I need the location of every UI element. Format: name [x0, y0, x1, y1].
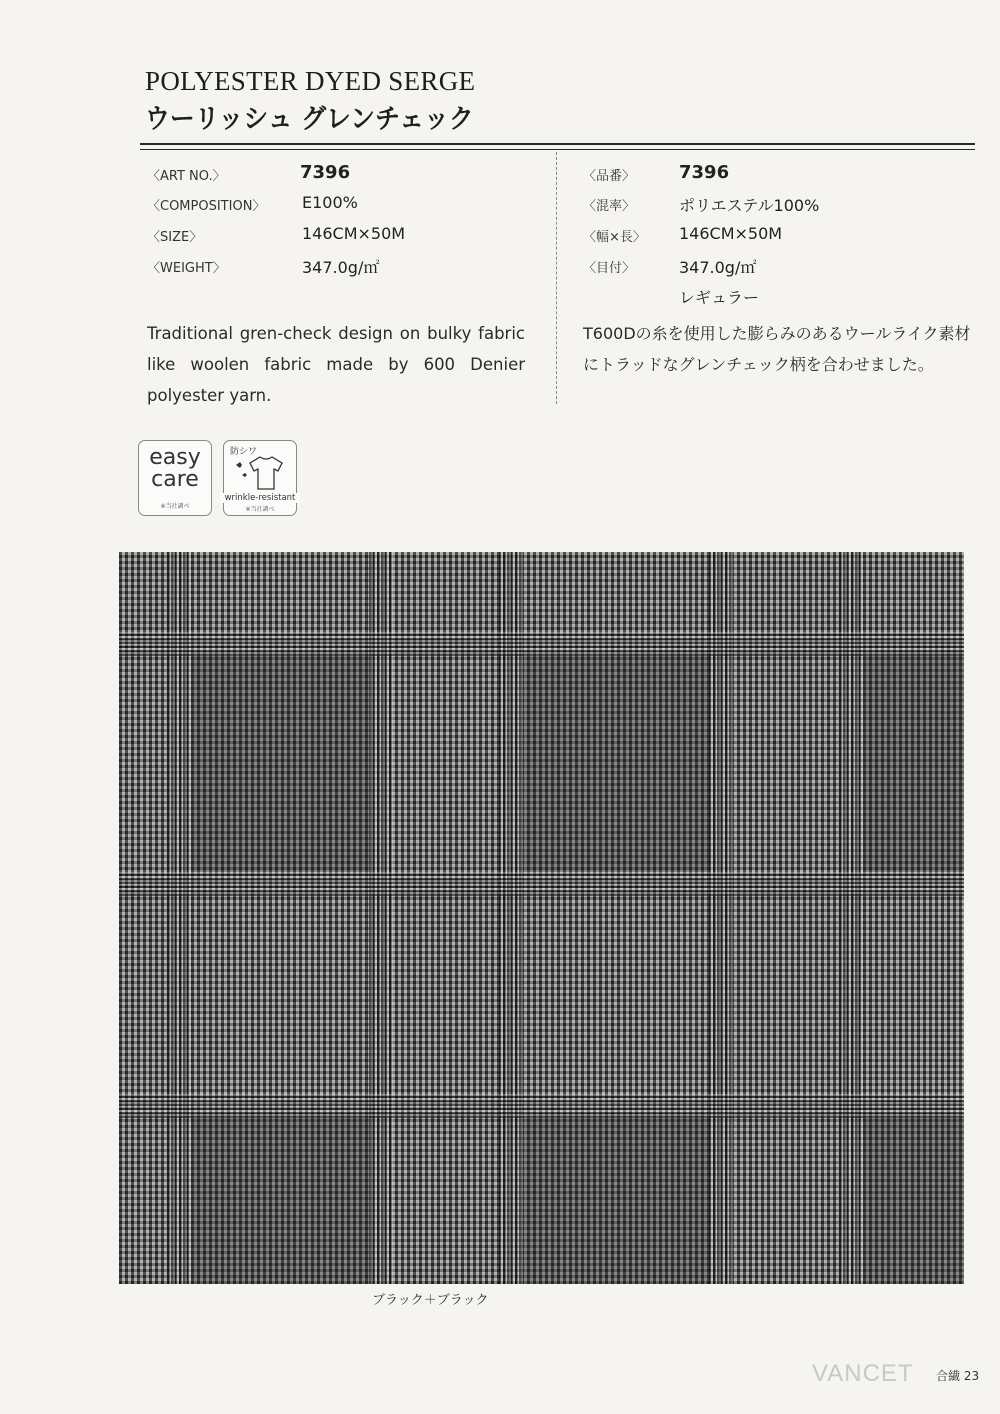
check-panel [523, 1118, 709, 1284]
check-stripe [167, 552, 191, 984]
check-stripe [839, 984, 863, 1284]
spec-table-en [147, 162, 547, 292]
check-panel [191, 1118, 369, 1284]
description-jp: T600Dの糸を使用した膨らみのあるウールライク素材にトラッドなグレンチェック柄を合わせました。 [583, 324, 971, 374]
check-stripe [119, 632, 964, 656]
title-en: POLYESTER DYED SERGE [145, 66, 476, 96]
check-stripe [119, 1094, 964, 1118]
check-stripe [839, 552, 863, 984]
spec-value: 146CM×50M [679, 224, 783, 243]
spec-label: 〈COMPOSITION〉 [147, 199, 266, 214]
check-panel [191, 656, 369, 872]
spec-value: レギュラー [679, 288, 760, 307]
check-stripe [499, 984, 523, 1284]
header-rule-thin [140, 149, 975, 150]
brand-logo: VANCET [812, 1360, 914, 1387]
easy-care-line2: care [151, 467, 199, 492]
check-panel [523, 656, 709, 872]
spec-value: 146CM×50M [302, 224, 406, 243]
title-jp: ウーリッシュ グレンチェック [145, 104, 474, 135]
fabric-swatch-lower [119, 984, 964, 1284]
spec-label: 〈混率〉 [583, 199, 636, 214]
badge-note: ※当社調べ [160, 503, 190, 510]
description-en: Traditional gren-check design on bulky fabric like woolen fabric made by 600 Denier polyester yarn. [147, 324, 525, 405]
easy-care-badge [138, 440, 212, 516]
spec-label: 〈幅×長〉 [583, 230, 646, 245]
wrinkle-en-label: wrinkle-resistant [220, 493, 300, 503]
spec-value: 7396 [300, 162, 351, 183]
spec-value: 347.0g/㎡ [302, 258, 380, 277]
check-stripe [709, 984, 733, 1284]
check-stripe [119, 872, 964, 896]
wrinkle-jp-label: 防シワ [230, 447, 258, 457]
spec-table-jp [583, 162, 983, 312]
wrinkle-resistant-badge [223, 440, 297, 516]
check-stripe [167, 984, 191, 1284]
check-panel [863, 1118, 964, 1284]
easy-care-line1: easy [149, 445, 201, 470]
check-stripe [499, 552, 523, 984]
check-stripe [369, 552, 393, 984]
spec-label: 〈SIZE〉 [147, 230, 203, 245]
badge-note: ※当社調べ [245, 506, 275, 513]
spec-value: E100% [302, 193, 358, 212]
spec-value: 347.0g/㎡ [679, 258, 757, 277]
header-rule [140, 143, 975, 145]
spec-label: 〈目付〉 [583, 261, 636, 276]
column-divider [556, 152, 557, 404]
spec-label: 〈ART NO.〉 [147, 169, 226, 184]
color-name: ブラック＋ブラック [372, 1293, 489, 1308]
check-stripe [369, 984, 393, 1284]
spec-value: ポリエステル100% [679, 196, 820, 215]
spec-value: 7396 [679, 162, 730, 183]
spec-label: 〈WEIGHT〉 [147, 261, 226, 276]
spec-label: 〈品番〉 [583, 169, 636, 184]
check-stripe [709, 552, 733, 984]
check-panel [863, 656, 964, 872]
shirt-icon [228, 451, 292, 495]
page-label: 合繊 23 [936, 1369, 980, 1383]
fabric-swatch [119, 552, 964, 984]
